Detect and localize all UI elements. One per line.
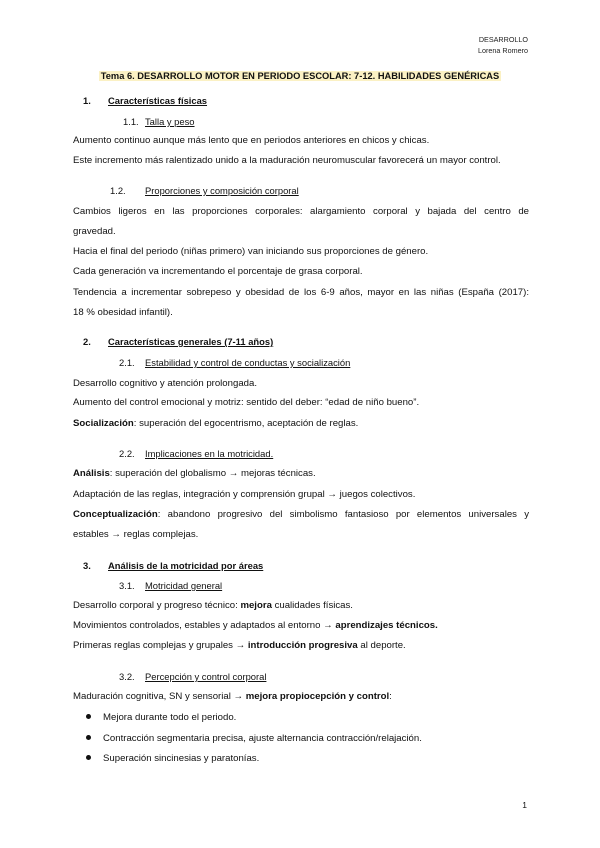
section-title: Características generales (7-11 años) <box>108 336 274 347</box>
subsection-number: 3.2. <box>119 671 135 682</box>
paragraph-text: : abandono progresivo del simbolismo fantasioso por elementos universales y <box>157 509 529 520</box>
list-item-text: Contracción segmentaria precisa, ajuste alternancia contracción/relajación. <box>103 733 422 744</box>
subsection-number: 1.1. <box>123 116 139 127</box>
subsection-number: 2.2. <box>119 448 135 459</box>
paragraph <box>73 620 529 632</box>
paragraph-text: : superación del egocentrismo, aceptación de reglas. <box>133 418 359 429</box>
bold-term: Análisis <box>73 468 110 479</box>
subsection-title: Talla y peso <box>145 116 195 127</box>
bullet-icon <box>86 714 91 719</box>
bold-term: Conceptualización <box>73 509 158 520</box>
section-number: 2. <box>83 336 91 347</box>
document-title <box>0 71 600 81</box>
page-header <box>478 34 528 56</box>
bold-term: mejora <box>240 600 272 611</box>
paragraph <box>73 509 529 521</box>
paragraph: Tendencia a incrementar sobrepeso y obesidad de los 6-9 años, mayor en las niñas (España (2017): <box>73 287 529 298</box>
section-number: 3. <box>83 560 91 571</box>
paragraph: Adaptación de las reglas, integración y comprensión grupal → juegos colectivos. <box>73 489 416 500</box>
paragraph: Hacia el final del periodo (niñas primero) van iniciando sus proporciones de género. <box>73 246 429 257</box>
list-item <box>86 733 422 744</box>
paragraph-text: Desarrollo corporal y progreso técnico: <box>73 600 241 611</box>
paragraph: Desarrollo cognitivo y atención prolongada. <box>73 378 257 389</box>
subsection-number: 2.1. <box>119 357 135 368</box>
header-subject: DESARROLLO <box>478 35 528 44</box>
paragraph-text: Movimientos controlados, estables y adaptados al entorno → <box>73 620 336 631</box>
subsection-title: Estabilidad y control de conductas y socialización <box>145 357 351 368</box>
subsection-title: Motricidad general <box>145 580 223 591</box>
subsection-number: 1.2. <box>110 185 126 196</box>
paragraph: Este incremento más ralentizado unido a la maduración neuromuscular favorecerá un mayor control. <box>73 155 501 166</box>
bold-term: aprendizajes técnicos. <box>335 620 438 631</box>
bold-term: Socialización <box>73 418 134 429</box>
subsection-title: Implicaciones en la motricidad. <box>145 448 274 459</box>
paragraph <box>73 600 529 612</box>
paragraph <box>73 468 529 480</box>
paragraph: Cambios ligeros en las proporciones corporales: alargamiento corporal y bajada del centro de <box>73 206 529 217</box>
paragraph <box>73 691 529 703</box>
paragraph: Aumento del control emocional y motriz: sentido del deber: “edad de niño bueno”. <box>73 397 420 408</box>
subsection-title: Proporciones y composición corporal <box>145 185 299 196</box>
bullet-icon <box>86 755 91 760</box>
bold-term: introducción progresiva <box>247 640 358 651</box>
paragraph: Cada generación va incrementando el porcentaje de grasa corporal. <box>73 266 363 277</box>
page-number: 1 <box>522 800 527 810</box>
section-number: 1. <box>83 95 91 106</box>
list-item <box>86 712 236 723</box>
paragraph-text: cualidades físicas. <box>271 600 353 611</box>
paragraph-continuation: 18 % obesidad infantil). <box>73 307 173 318</box>
paragraph <box>73 418 529 430</box>
title-text: Tema 6. DESARROLLO MOTOR EN PERIODO ESCOLAR: 7-12. HABILIDADES GENÉRICAS <box>100 71 500 81</box>
list-item <box>86 753 259 764</box>
paragraph-text: : superación del globalismo → mejoras técnicas. <box>109 468 316 479</box>
paragraph-text: : <box>389 691 392 702</box>
paragraph-continuation: estables → reglas complejas. <box>73 529 199 540</box>
header-author: Lorena Romero <box>478 46 528 55</box>
paragraph-text: Maduración cognitiva, SN y sensorial → <box>73 691 246 702</box>
list-item-text: Superación sincinesias y paratonías. <box>103 753 260 764</box>
section-title: Características físicas <box>108 95 208 106</box>
list-item-text: Mejora durante todo el periodo. <box>103 712 237 723</box>
section-title: Análisis de la motricidad por áreas <box>108 560 264 571</box>
paragraph-text: Primeras reglas complejas y grupales → <box>73 640 248 651</box>
bold-term: mejora propiocepción y control <box>245 691 390 702</box>
bullet-icon <box>86 735 91 740</box>
subsection-title: Percepción y control corporal <box>145 671 267 682</box>
paragraph: Aumento continuo aunque más lento que en periodos anteriores en chicos y chicas. <box>73 135 430 146</box>
paragraph <box>73 640 529 652</box>
paragraph-continuation: gravedad. <box>73 226 116 237</box>
paragraph-text: al deporte. <box>357 640 406 651</box>
subsection-number: 3.1. <box>119 580 135 591</box>
